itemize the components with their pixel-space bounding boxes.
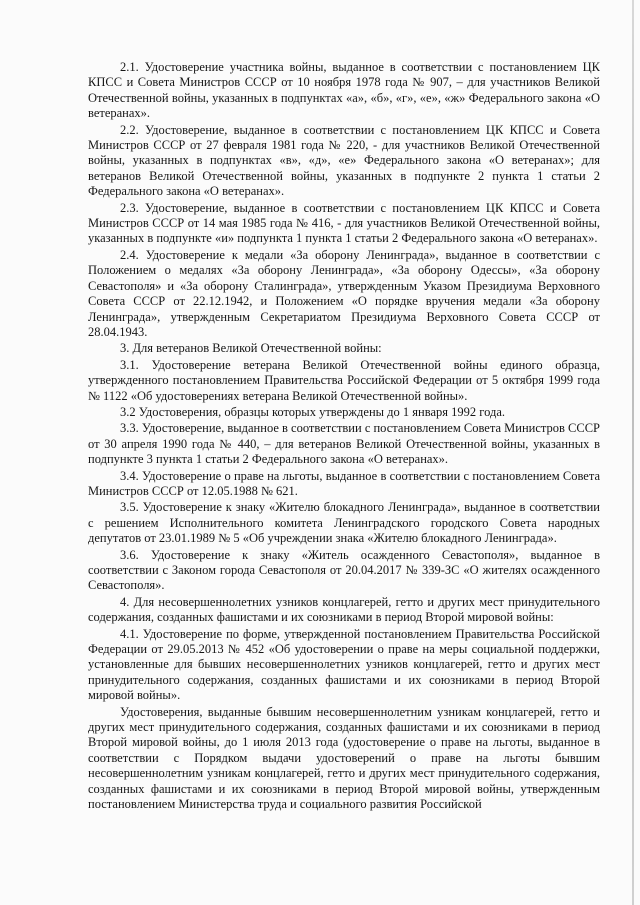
document-body [88, 60, 600, 813]
scan-edge-shadow [632, 0, 634, 905]
paragraph-4-1: 4.1. Удостоверение по форме, утвержденной постановлением Правительства Российской Федерации от 29.05.2013 № 452 «Об удостоверении о праве на меры социальной поддержки, установленные для бывших несовершеннолетних узников концлагерей, гетто и других мест принудительного содержания, созданных фашистами и их союзниками в период Второй мировой войны». [88, 626, 600, 703]
paragraph-2-1: 2.1. Удостоверение участника войны, выданное в соответствии с постановлением ЦК КПСС и Совета Министров СССР от 10 ноября 1978 года № 907, – для участников Великой Отечественной войны, указанных в подпунктах «а», «б», «г», «е», «ж» Федерального закона «О ветеранах». [88, 60, 600, 121]
paragraph-4-heading: 4. Для несовершеннолетних узников концлагерей, гетто и других мест принудительного содержания, созданных фашистами и их союзниками в период Второй мировой войны: [88, 594, 600, 625]
paragraph-2-2: 2.2. Удостоверение, выданное в соответствии с постановлением ЦК КПСС и Совета Министров СССР от 27 февраля 1981 года № 220, - для участников Великой Отечественной войны, указанных в подпунктах «в», «д», «е» Федерального закона «О ветеранах»; для ветеранов Великой Отечественной войны, указанных в подпункте 2 пункта 1 статьи 2 Федерального закона «О ветеранах». [88, 122, 600, 199]
paragraph-3-heading: 3. Для ветеранов Великой Отечественной войны: [120, 341, 382, 356]
paragraph-3-3: 3.3. Удостоверение, выданное в соответствии с постановлением Совета Министров СССР от 30 апреля 1990 года № 440, – для ветеранов Великой Отечественной войны, указанных в подпункте 3 пункта 1 статьи 2 Федерального закона «О ветеранах». [88, 421, 600, 467]
paragraph-3-6: 3.6. Удостоверение к знаку «Житель осажденного Севастополя», выданное в соответствии с Законом города Севастополя от 20.04.2017 № 339-ЗС «О жителях осажденного Севастополя». [88, 547, 600, 593]
paragraph-2-4: 2.4. Удостоверение к медали «За оборону Ленинграда», выданное в соответствии с Положением о медалях «За оборону Ленинграда», «За оборону Одессы», «За оборону Севастополя» и «За оборону Сталинграда», утвержденным Указом Президиума Верховного Совета СССР от 22.12.1942, и Положением «О порядке вручения медали «За оборону Ленинграда», утвержденным Секретариатом Президиума Верховного Совета СССР от 28.04.1943. [88, 247, 600, 339]
paragraph-3-5: 3.5. Удостоверение к знаку «Жителю блокадного Ленинграда», выданное в соответствии с решением Исполнительного комитета Ленинградского городского Совета народных депутатов от 23.01.1989 № 5 «Об учреждении знака «Жителю блокадного Ленинграда». [88, 500, 600, 546]
paragraph-3-1: 3.1. Удостоверение ветерана Великой Отечественной войны единого образца, утвержденного постановлением Правительства Российской Федерации от 5 октября 1999 года № 1122 «Об удостоверениях ветерана Великой Отечественной войны». [88, 357, 600, 403]
paragraph-3-4: 3.4. Удостоверение о праве на льготы, выданное в соответствии с постановлением Совета Министров СССР от 12.05.1988 № 621. [88, 468, 600, 498]
paragraph-certificates-note: Удостоверения, выданные бывшим несовершеннолетним узникам концлагерей, гетто и других мест принудительного содержания, созданных фашистами и их союзниками в период Второй мировой войны, до 1 июля 2013 года (удостоверение о праве на льготы, выданное в соответствии с Порядком выдачи удостоверений о праве на льготы бывшим несовершеннолетним узникам концлагерей, гетто и других мест принудительного содержания, созданных фашистами и их союзниками в период Второй мировой войны, утвержденным постановлением Министерства труда и социального развития Российской [88, 704, 600, 812]
paragraph-2-3: 2.3. Удостоверение, выданное в соответствии с постановлением ЦК КПСС и Совета Министров СССР от 14 мая 1985 года № 416, - для участников Великой Отечественной войны, указанных в подпункте «и» подпункта 1 пункта 1 статьи 2 Федерального закона «О ветеранах». [88, 200, 600, 246]
paragraph-3-2: 3.2 Удостоверения, образцы которых утверждены до 1 января 1992 года. [120, 404, 505, 419]
